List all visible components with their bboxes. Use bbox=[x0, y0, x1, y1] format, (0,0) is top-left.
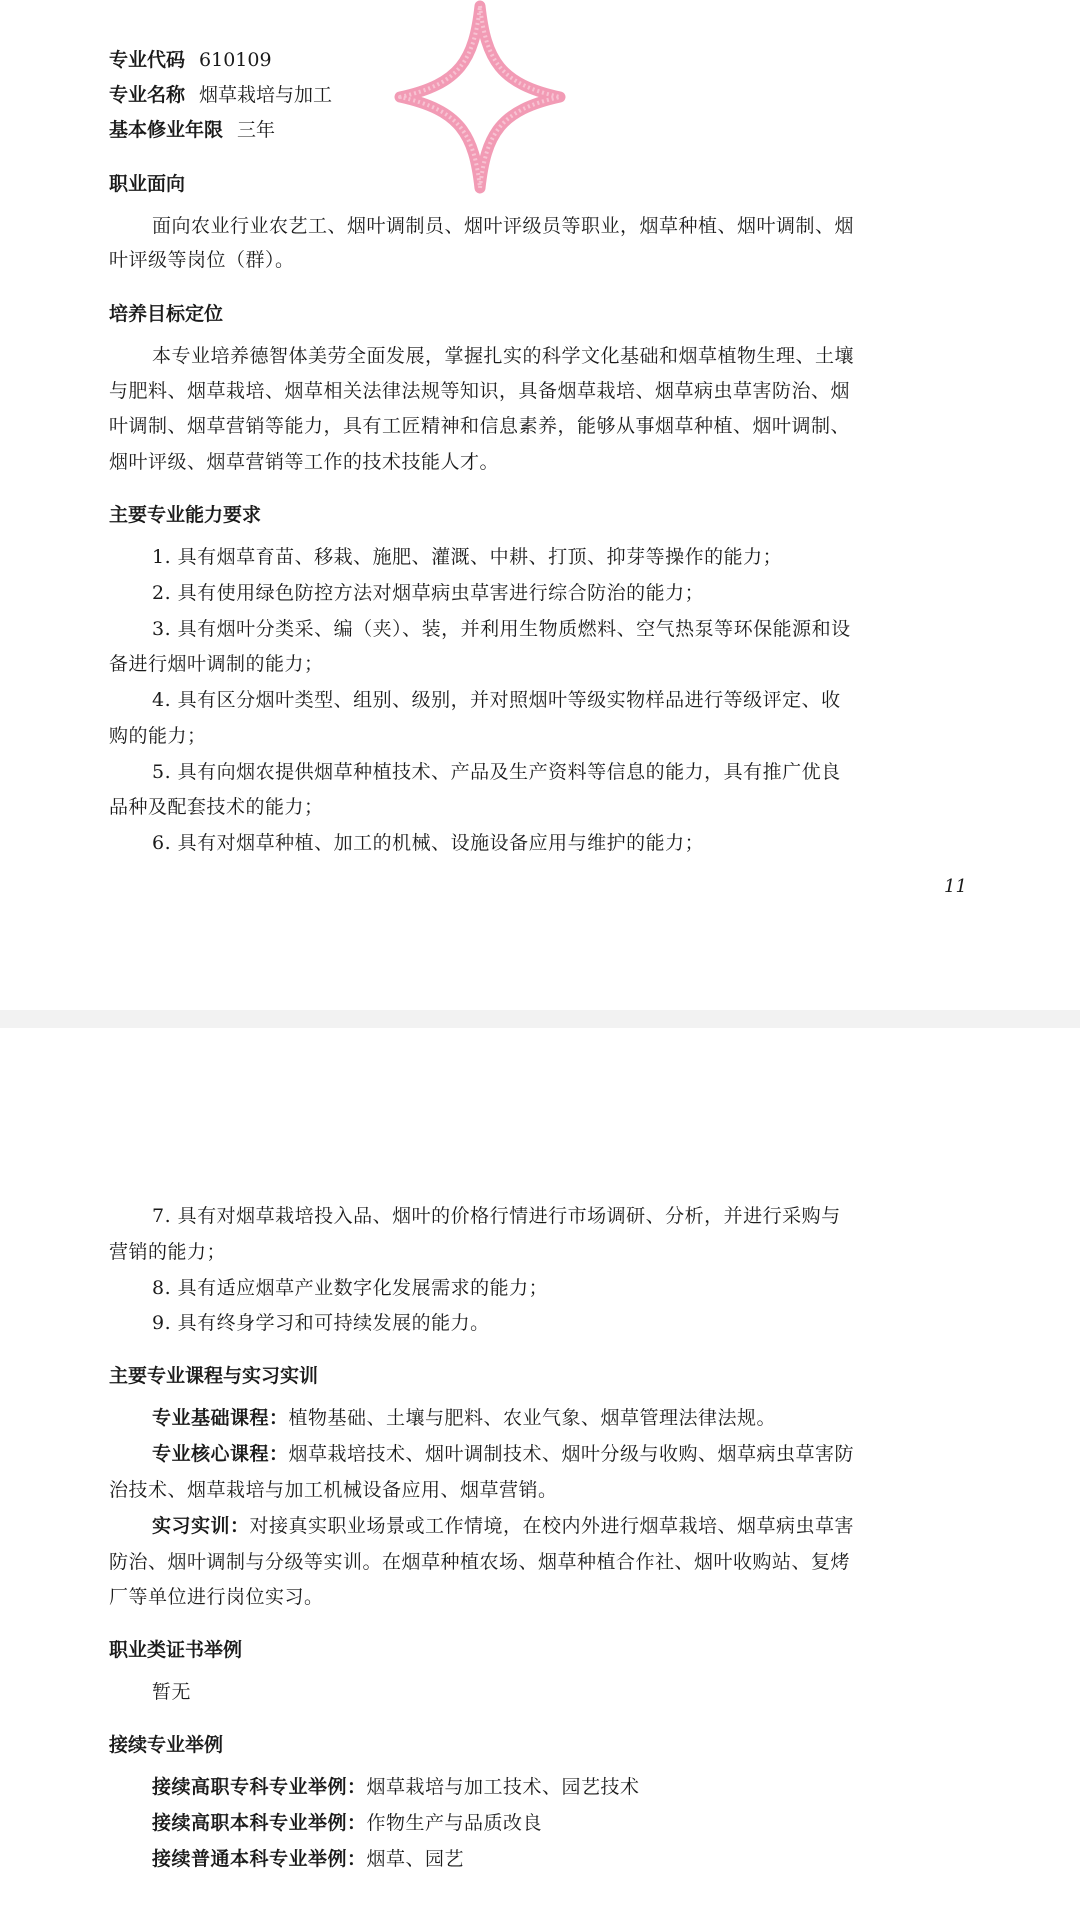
courses-core-text-2: 治技术、烟草栽培与加工机械设备应用、烟草营销。 bbox=[109, 1479, 558, 1501]
goal-line-4: 烟叶评级、烟草营销等工作的技术技能人才。 bbox=[109, 451, 500, 473]
certs-text: 暂无 bbox=[152, 1681, 192, 1703]
courses-practice-label: 实习实训： bbox=[152, 1515, 250, 1537]
continuation-regular-bachelor bbox=[152, 1847, 464, 1871]
courses-heading: 主要专业课程与实习实训 bbox=[109, 1365, 319, 1387]
page-number: 11 bbox=[944, 876, 967, 897]
career-heading: 职业面向 bbox=[109, 173, 186, 195]
document-page-2 bbox=[0, 1028, 1080, 1910]
courses-practice-text-1: 对接真实职业场景或工作情境，在校内外进行烟草栽培、烟草病虫草害 bbox=[249, 1515, 855, 1537]
goal-line-1: 本专业培养德智体美劳全面发展，掌握扎实的科学文化基础和烟草植物生理、土壤 bbox=[152, 345, 855, 367]
courses-basic bbox=[152, 1406, 776, 1430]
goal-heading: 培养目标定位 bbox=[109, 303, 224, 325]
certs-heading: 职业类证书举例 bbox=[109, 1639, 243, 1661]
goal-line-2: 与肥料、烟草栽培、烟草相关法律法规等知识，具备烟草栽培、烟草病虫草害防治、烟 bbox=[109, 380, 851, 402]
meta-name-label: 专业名称 bbox=[109, 84, 186, 106]
continuation-vocational-bachelor-text: 作物生产与品质改良 bbox=[366, 1812, 543, 1834]
ability-line-3-cont: 备进行烟叶调制的能力； bbox=[109, 653, 324, 675]
ability-line-4: 4. 具有区分烟叶类型、组别、级别，并对照烟叶等级实物样品进行等级评定、收 bbox=[152, 689, 841, 711]
continuation-vocational-bachelor-label: 接续高职本科专业举例： bbox=[152, 1812, 367, 1834]
continuation-higher-vocational bbox=[152, 1775, 640, 1799]
career-line-1: 面向农业行业农艺工、烟叶调制员、烟叶评级员等职业，烟草种植、烟叶调制、烟 bbox=[152, 215, 855, 237]
continuation-higher-vocational-label: 接续高职专科专业举例： bbox=[152, 1776, 367, 1798]
ability-line-7: 7. 具有对烟草栽培投入品、烟叶的价格行情进行市场调研、分析，并进行采购与 bbox=[152, 1205, 841, 1227]
abilities-heading: 主要专业能力要求 bbox=[109, 504, 262, 526]
ability-line-4-cont: 购的能力； bbox=[109, 725, 207, 747]
ability-line-5: 5. 具有向烟农提供烟草种植技术、产品及生产资料等信息的能力，具有推广优良 bbox=[152, 761, 841, 783]
continuation-regular-bachelor-label: 接续普通本科专业举例： bbox=[152, 1848, 367, 1870]
meta-duration-label: 基本修业年限 bbox=[109, 119, 224, 141]
courses-core bbox=[152, 1442, 854, 1466]
meta-name-value: 烟草栽培与加工 bbox=[199, 84, 333, 106]
continuation-heading: 接续专业举例 bbox=[109, 1734, 224, 1756]
meta-code bbox=[109, 48, 272, 72]
goal-line-3: 叶调制、烟草营销等能力，具有工匠精神和信息素养，能够从事烟草种植、烟叶调制、 bbox=[109, 415, 851, 437]
meta-duration-value: 三年 bbox=[237, 119, 276, 141]
continuation-regular-bachelor-text: 烟草、园艺 bbox=[366, 1848, 465, 1870]
ability-line-7-cont: 营销的能力； bbox=[109, 1241, 227, 1263]
continuation-vocational-bachelor bbox=[152, 1811, 542, 1835]
meta-code-value: 610109 bbox=[199, 49, 272, 71]
ability-line-8: 8. 具有适应烟草产业数字化发展需求的能力； bbox=[152, 1277, 549, 1299]
ability-line-5-cont: 品种及配套技术的能力； bbox=[109, 796, 324, 818]
ability-line-1: 1. 具有烟草育苗、移栽、施肥、灌溉、中耕、打顶、抑芽等操作的能力； bbox=[152, 546, 783, 568]
continuation-higher-vocational-text: 烟草栽培与加工技术、园艺技术 bbox=[366, 1776, 640, 1798]
meta-name bbox=[109, 83, 332, 107]
meta-duration bbox=[109, 118, 275, 142]
courses-core-label: 专业核心课程： bbox=[152, 1443, 289, 1465]
pink-star-sticker-icon bbox=[390, 0, 570, 195]
ability-line-6: 6. 具有对烟草种植、加工的机械、设施设备应用与维护的能力； bbox=[152, 832, 705, 854]
courses-practice-text-3: 厂等单位进行岗位实习。 bbox=[109, 1586, 324, 1608]
page-gap bbox=[0, 1010, 1080, 1028]
courses-practice bbox=[152, 1514, 854, 1538]
courses-practice-text-2: 防治、烟叶调制与分级等实训。在烟草种植农场、烟草种植合作社、烟叶收购站、复烤 bbox=[109, 1551, 851, 1573]
courses-basic-label: 专业基础课程： bbox=[152, 1407, 289, 1429]
courses-basic-text: 植物基础、土壤与肥料、农业气象、烟草管理法律法规。 bbox=[288, 1407, 777, 1429]
courses-core-text-1: 烟草栽培技术、烟叶调制技术、烟叶分级与收购、烟草病虫草害防 bbox=[288, 1443, 855, 1465]
ability-line-2: 2. 具有使用绿色防控方法对烟草病虫草害进行综合防治的能力； bbox=[152, 582, 705, 604]
career-line-2: 叶评级等岗位（群）。 bbox=[109, 249, 295, 271]
ability-line-3: 3. 具有烟叶分类采、编（夹）、装，并利用生物质燃料、空气热泵等环保能源和设 bbox=[152, 618, 851, 640]
meta-code-label: 专业代码 bbox=[109, 49, 186, 71]
ability-line-9: 9. 具有终身学习和可持续发展的能力。 bbox=[152, 1312, 490, 1334]
